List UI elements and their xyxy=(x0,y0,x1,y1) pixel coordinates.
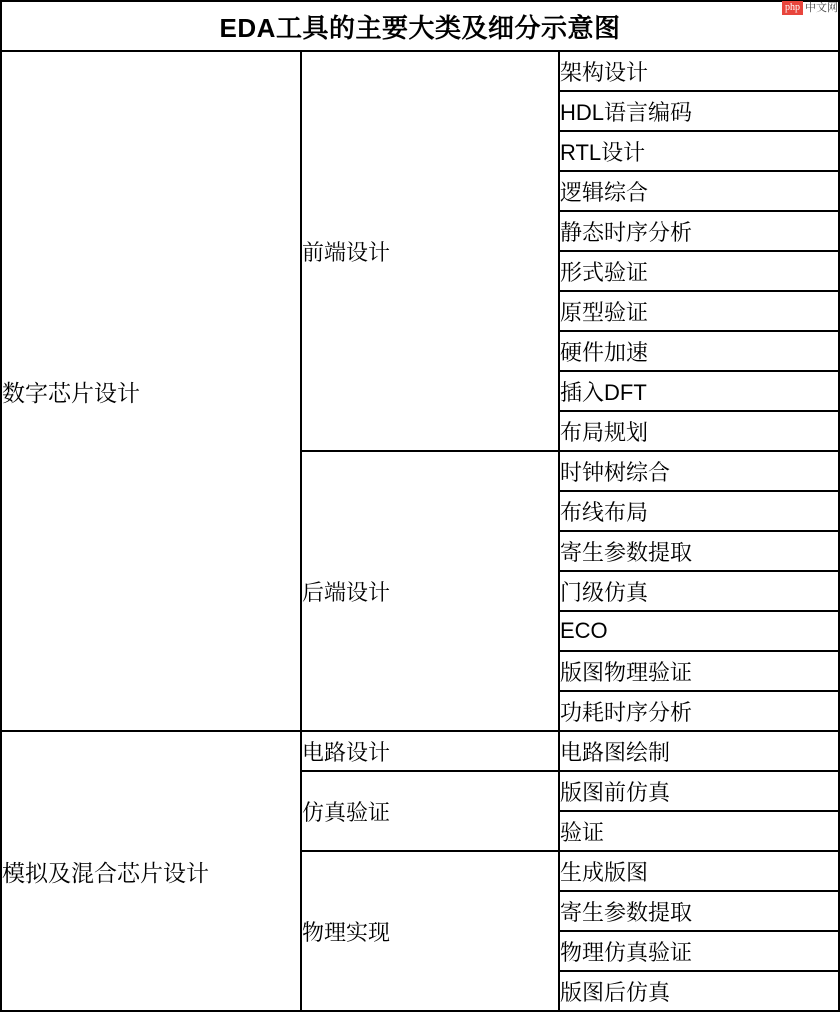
list-item: HDL语言编码 xyxy=(559,91,839,131)
page-title: EDA工具的主要大类及细分示意图 xyxy=(1,1,839,51)
subcategory-physical-implementation: 物理实现 xyxy=(301,851,559,1011)
list-item: ECO xyxy=(559,611,839,651)
list-item: 验证 xyxy=(559,811,839,851)
list-item: 电路图绘制 xyxy=(559,731,839,771)
table-row xyxy=(1,51,839,91)
list-item: 版图后仿真 xyxy=(559,971,839,1011)
list-item: 插入DFT xyxy=(559,371,839,411)
subcategory-simulation-verification: 仿真验证 xyxy=(301,771,559,851)
list-item: 布局规划 xyxy=(559,411,839,451)
list-item: 原型验证 xyxy=(559,291,839,331)
table-title-row xyxy=(1,1,839,51)
list-item: 版图物理验证 xyxy=(559,651,839,691)
table-row xyxy=(1,731,839,771)
category-analog-mixed: 模拟及混合芯片设计 xyxy=(1,731,301,1011)
list-item: 门级仿真 xyxy=(559,571,839,611)
list-item: 时钟树综合 xyxy=(559,451,839,491)
list-item: 布线布局 xyxy=(559,491,839,531)
list-item: 生成版图 xyxy=(559,851,839,891)
subcategory-circuit-design: 电路设计 xyxy=(301,731,559,771)
list-item: 形式验证 xyxy=(559,251,839,291)
watermark xyxy=(782,0,840,16)
list-item: 物理仿真验证 xyxy=(559,931,839,971)
php-logo-tag: php xyxy=(782,1,803,15)
list-item: 逻辑综合 xyxy=(559,171,839,211)
category-digital: 数字芯片设计 xyxy=(1,51,301,731)
list-item: 硬件加速 xyxy=(559,331,839,371)
list-item: 静态时序分析 xyxy=(559,211,839,251)
list-item: 寄生参数提取 xyxy=(559,891,839,931)
subcategory-frontend: 前端设计 xyxy=(301,51,559,451)
list-item: 架构设计 xyxy=(559,51,839,91)
watermark-text: 中文网 xyxy=(805,2,838,14)
list-item: 寄生参数提取 xyxy=(559,531,839,571)
list-item: 版图前仿真 xyxy=(559,771,839,811)
subcategory-backend: 后端设计 xyxy=(301,451,559,731)
list-item: RTL设计 xyxy=(559,131,839,171)
list-item: 功耗时序分析 xyxy=(559,691,839,731)
